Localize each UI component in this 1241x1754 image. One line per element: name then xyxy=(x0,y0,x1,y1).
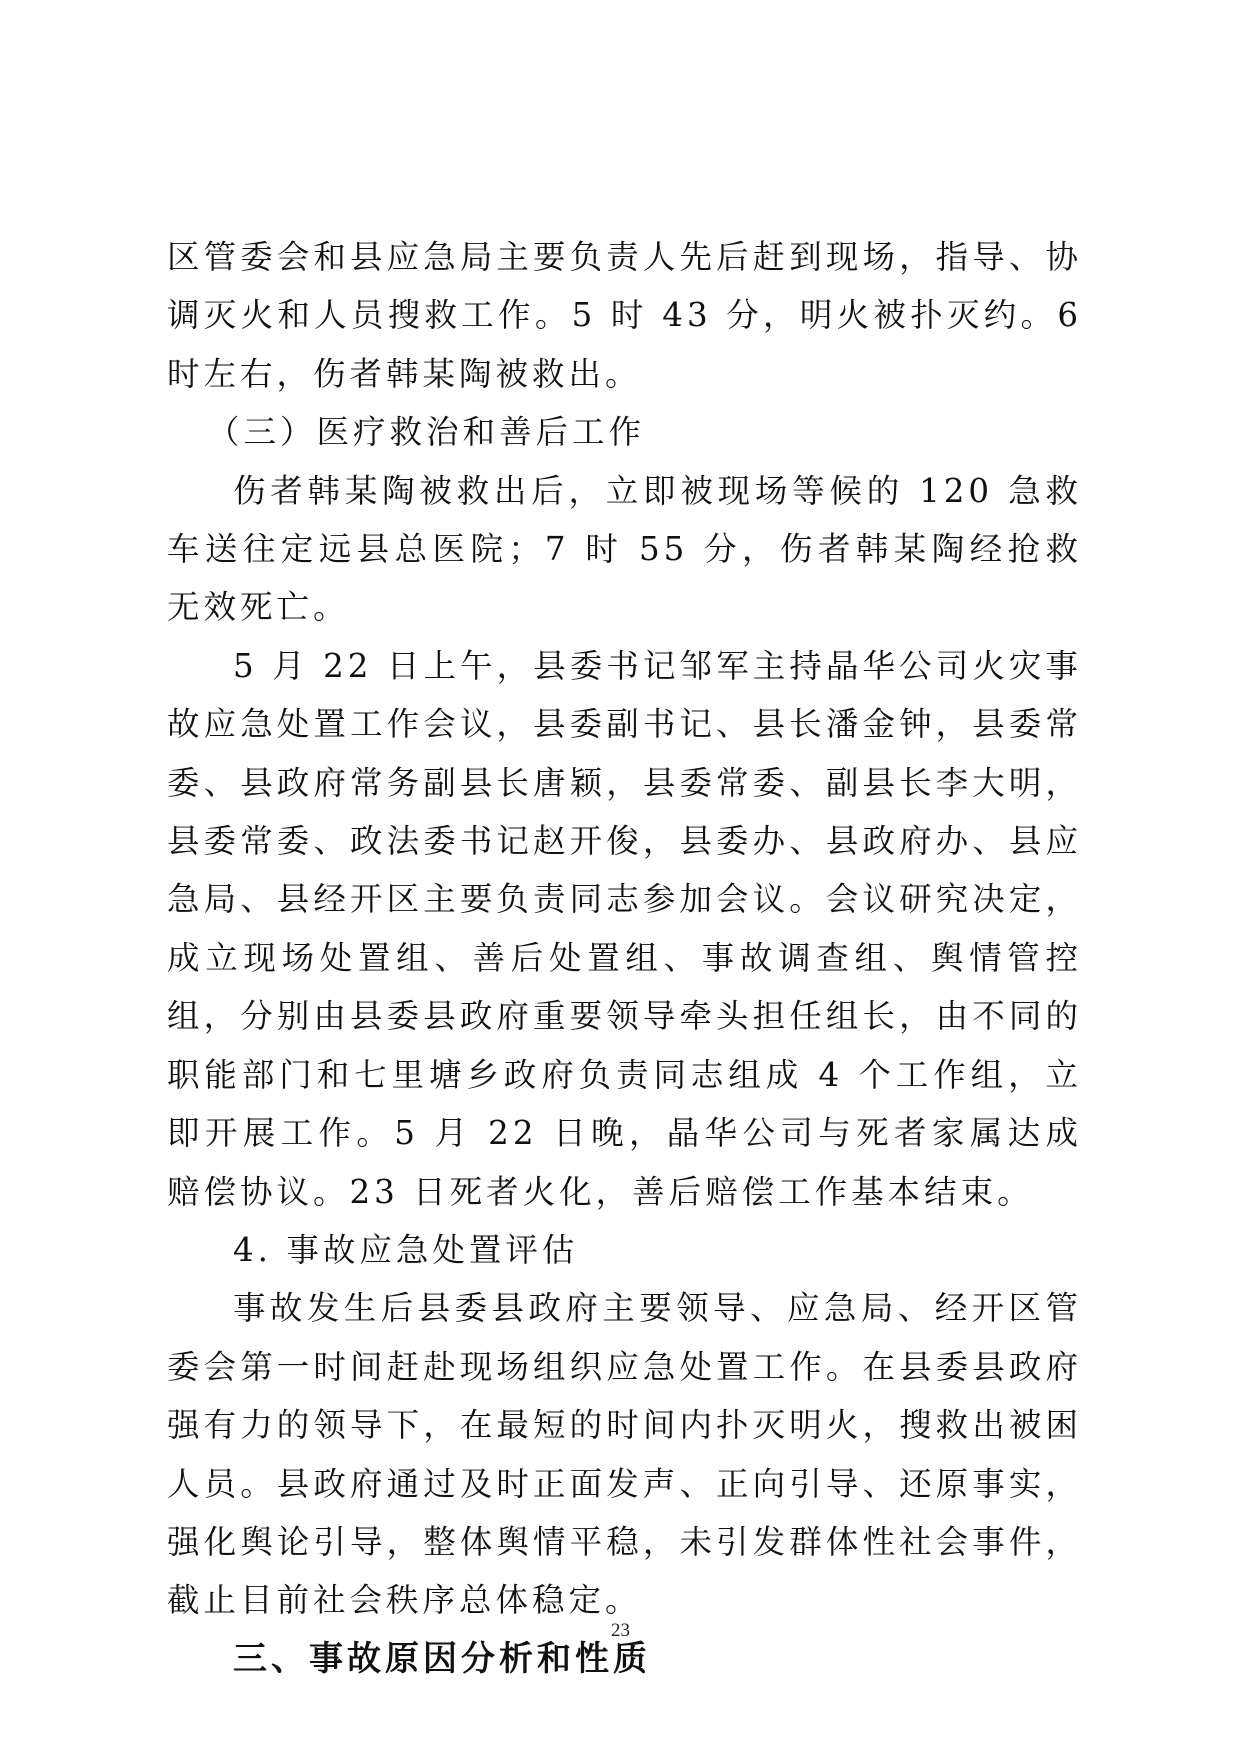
paragraph-evaluation: 事故发生后县委县政府主要领导、应急局、经开区管委会第一时间赶赴现场组织应急处置工作。在县委县政府强有力的领导下，在最短的时间内扑灭明火，搜救出被困人员。县政府通过及时正面发声、正向引导、还原事实，强化舆论引导，整体舆情平稳，未引发群体性社会事件，截止目前社会秩序总体稳定。 xyxy=(167,1289,1082,1620)
paragraph-emergency-meeting: 5 月 22 日上午，县委书记邹军主持晶华公司火灾事故应急处置工作会议，县委副书记、县长潘金钟，县委常委、县政府常务副县长唐颖，县委常委、副县长李大明，县委常委、政法委书记赵开俊，县委办、县政府办、县应急局、县经开区主要负责同志参加会议。会议研究决定，成立现场处置组、善后处置组、事故调查组、舆情管控组，分别由县委县政府重要领导牵头担任组长，由不同的职能部门和七里塘乡政府负责同志组成 4 个工作组，立即开展工作。5 月 22 日晚，晶华公司与死者家属达成赔偿协议。23 日死者火化，善后赔偿工作基本结束。 xyxy=(167,646,1082,1211)
page-number: 23 xyxy=(611,1620,630,1641)
paragraph-continuation: 区管委会和县应急局主要负责人先后赶到现场，指导、协调灭火和人员搜救工作。5 时 43 分，明火被扑灭约。6 时左右，伤者韩某陶被救出。 xyxy=(167,238,1082,393)
subheading-emergency-evaluation: 4. 事故应急处置评估 xyxy=(233,1230,579,1269)
document-body xyxy=(167,228,1082,1688)
section-heading-cause-analysis: 三、事故原因分析和性质 xyxy=(233,1638,651,1679)
paragraph-rescue-hospital: 伤者韩某陶被救出后，立即被现场等候的 120 急救车送往定远县总医院；7 时 55 分，伤者韩某陶经抢救无效死亡。 xyxy=(167,471,1082,627)
subheading-medical-aftermath: （三）医疗救治和善后工作 xyxy=(207,413,646,452)
